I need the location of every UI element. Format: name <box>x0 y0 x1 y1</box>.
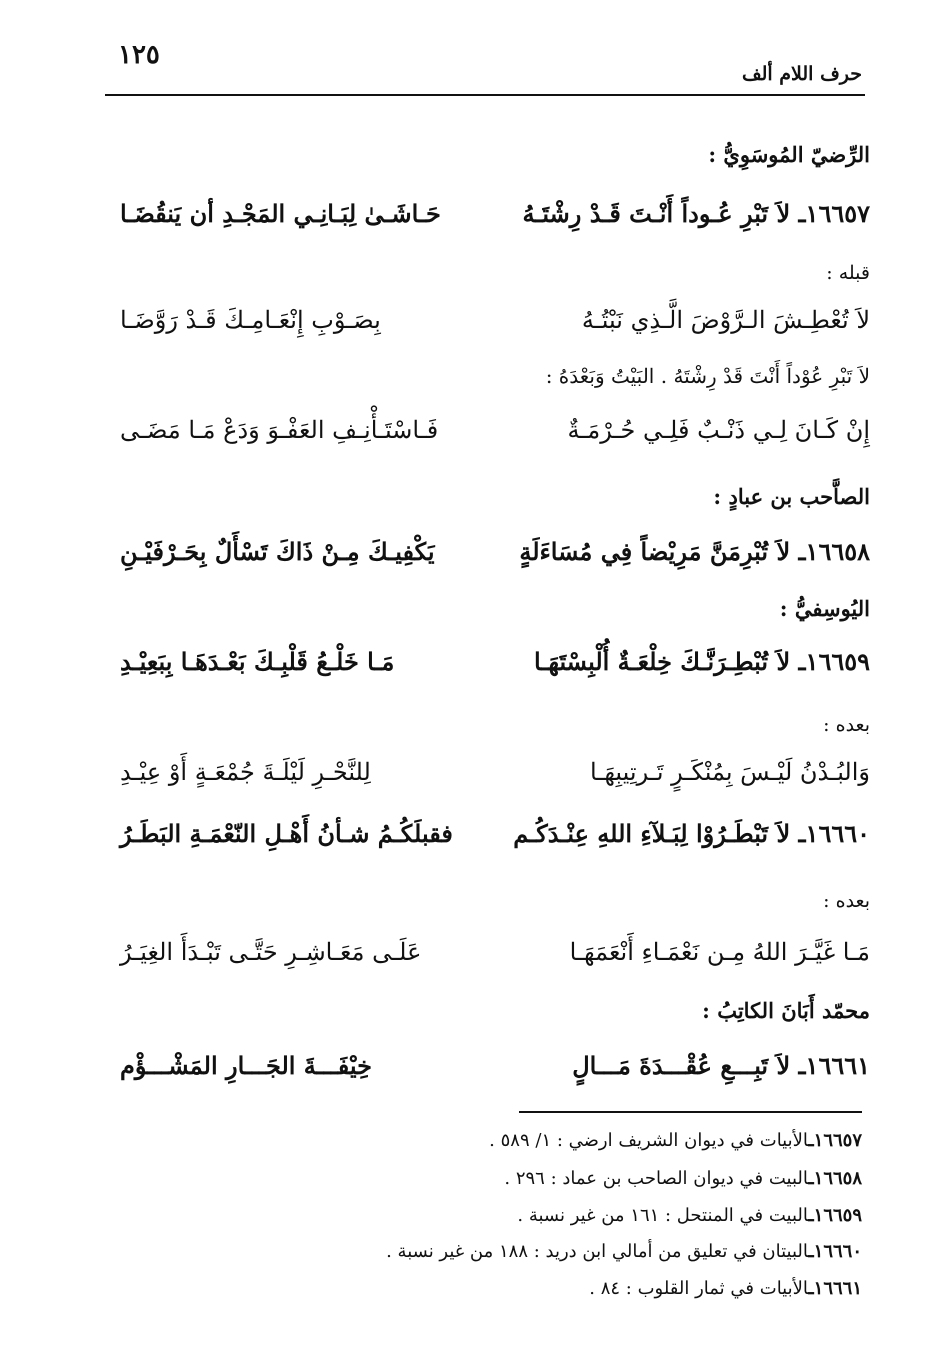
verse-first-hemistich: ١٦٦٥٧ـ لاَ تَبْرِ عُـوداً أَنْـتَ قَـدْ رِشْتَـهُ <box>522 199 870 228</box>
note-ba3dahu: بعده : <box>823 714 870 736</box>
verse-first-hemistich: ١٦٦٦١ـ لاَ تَبِـــعِ عُقْـــدَةَ مَـــالٍ <box>572 1051 870 1080</box>
verse-second-hemistich: يَكْفِيـكَ مِـنْ ذَاكَ تَسْأَلٌ بِحَـرْفَيْـنِ <box>120 537 435 566</box>
verse-second-hemistich: عَلَـى مَعَـاشِـرِ حَتَّـى تَبْـدَأَ الغِيَـرُ <box>120 938 422 966</box>
verse-16658 <box>120 530 870 574</box>
note-qablahu: قبله : <box>826 262 870 284</box>
footnote-rule <box>519 1111 862 1113</box>
prose-line: لاَ تَبْرِ عُوْداً أَنْتَ قَدْ رِشْتَهُ . البَيْتُ وَبَعْدَهُ : <box>545 364 870 388</box>
poet-name: الصاَّحب بن عبادٍ : <box>713 484 870 509</box>
verse-number: ١٦٦٥٩ـ <box>798 647 870 676</box>
running-title: حرف اللام ألف <box>741 63 862 85</box>
header-rule <box>105 94 865 96</box>
verse-16657 <box>120 192 870 236</box>
footnote: ١٦٦٥٨ـالبيت في ديوان الصاحب بن عماد : ٢٩٦ . <box>504 1168 862 1189</box>
verse-following <box>120 750 870 794</box>
verse-following <box>120 408 870 452</box>
verse-first-hemistich: ١٦٦٥٩ـ لاَ تُبْطِـرَنَّـكَ خِلْعَـةٌ أُلْبِسْتَهَـا <box>534 647 870 676</box>
verse-second-hemistich: لِلنَّحْـرِ لَيْلَـةَ جُمْعَـةٍ أَوْ عِيْـدِ <box>120 758 371 786</box>
verse-first-hemistich: مَـا غَيَّـرَ اللهُ مِـن نَعْمَـاءِ أَنْعَمَهَـا <box>569 938 870 966</box>
poet-name: محمّد أَبَانَ الكاتِبُ : <box>702 998 870 1023</box>
verse-16661 <box>120 1044 870 1088</box>
verse-number: ١٦٦٦٠ـ <box>798 819 870 848</box>
footnote: ١٦٦٦٠ـالبيتان في تعليق من أمالي ابن دريد : ١٨٨ من غير نسبة . <box>386 1241 862 1262</box>
verse-second-hemistich: فَـاسْتَـأْنِـفِ العَفْـوَ وَدَعْ مَـا مَضَـى <box>120 416 439 444</box>
verse-second-hemistich: بِصَـوْبِ إِنْعَـامِـكَ قَـدْ رَوَّضَـا <box>120 306 381 334</box>
verse-number: ١٦٦٥٨ـ <box>798 537 870 566</box>
verse-16660 <box>120 812 870 856</box>
poet-name: اليُوسِفيُّ : <box>779 596 870 621</box>
verse-second-hemistich: خِيْفَـــةَ الجَـــارِ المَشْـــؤْم <box>120 1051 372 1080</box>
verse-second-hemistich: مَـا خَلْـعُ قَلْبِـكَ بَعْـدَهَـا بِبَعِيْـدِ <box>120 647 395 676</box>
verse-number: ١٦٦٦١ـ <box>798 1051 870 1080</box>
verse-16659 <box>120 640 870 684</box>
verse-first-hemistich: إِنْ كَـانَ لِـي ذَنْـبٌ فَلِـي حُـرْمَـةٌ <box>567 416 870 444</box>
verse-number: ١٦٦٥٧ـ <box>798 199 870 228</box>
footnote: ١٦٦٥٩ـالبيت في المنتحل : ١٦١ من غير نسبة . <box>517 1205 862 1226</box>
verse-first-hemistich: لاَ تُعْطِـشَ الـرَّوْضَ الَّـذِي نَبْتُـهُ <box>581 306 870 334</box>
page-number: ١٢٥ <box>118 40 160 70</box>
verse-first-hemistich: وَالبُـدْنُ لَيْـسَ بِمُنْكَـرٍ تَـرتِيبِهَـا <box>590 758 870 786</box>
verse-second-hemistich: فقبلَكُـمُ شـأنُ أَهْـلِ النّعْمَـةِ البَطَـرُ <box>120 819 453 848</box>
verse-preceding <box>120 298 870 342</box>
verse-second-hemistich: حَـاشَـىٰ لِبَـانِـي المَجْـدِ أن يَنقُضَـا <box>120 199 441 228</box>
footnote: ١٦٦٥٧ـالأبيات في ديوان الشريف ارضي : ١/ ٥٨٩ . <box>489 1130 862 1151</box>
verse-first-hemistich: ١٦٦٥٨ـ لاَ تُبْرِمَنَّ مَرِيْضاً فِي مُسَاءَلَةٍ <box>519 537 870 566</box>
verse-following <box>120 930 870 974</box>
verse-first-hemistich: ١٦٦٦٠ـ لاَ تَبْطَـرُوْا لِبَـلآءِ اللهِ عِنْـدَكُـم <box>513 819 870 848</box>
footnote: ١٦٦٦١ـالأبيات في ثمار القلوب : ٨٤ . <box>589 1278 862 1299</box>
poet-name: الرِّضيّ المُوسَوِيُّ : <box>708 142 870 167</box>
note-ba3dahu: بعده : <box>823 890 870 912</box>
